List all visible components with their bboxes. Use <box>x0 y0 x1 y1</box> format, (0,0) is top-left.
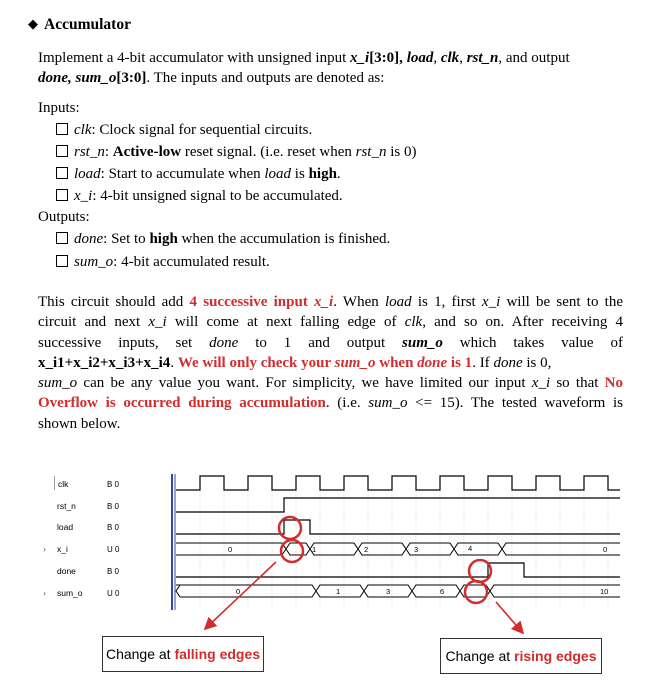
signal-name: done <box>57 566 76 576</box>
signal-radix: B 0 <box>107 567 120 576</box>
inputs-label: Inputs: <box>38 100 80 116</box>
description-paragraph: This circuit should add 4 successive input x_i. When load is 1, first x_i will be sent to the circuit and next x_i will come at next falling edge of clk, and so on. After receiving 4 successive inputs, set done to 1 and output sum_o which takes value of x_i1+x_i2+x_i3+x_i4. We will only check your sum_o when done is 1. If done is 0, sum_o can be any value you want. For simplicity, we have limited our input x_i so that No Overflow is occurred during accumulation. (i.e. sum_o <= 15). The tested waveform is shown below. <box>38 294 624 432</box>
signal-name: x_i <box>57 544 68 554</box>
list-item-sum-o: sum_o: 4-bit accumulated result. <box>56 254 270 271</box>
signal-radix: B 0 <box>107 480 120 489</box>
sum-o-value: 3 <box>386 587 391 596</box>
sum-o-value: 0 <box>236 587 241 596</box>
signal-name: rst_n <box>57 501 76 511</box>
list-item-clk: clk: Clock signal for sequential circuits. <box>56 122 312 139</box>
x-i-value: 2 <box>364 545 369 554</box>
signal-radix: B 0 <box>107 502 120 511</box>
x-i-value: 1 <box>312 545 317 554</box>
outputs-label: Outputs: <box>38 209 90 225</box>
callout-falling-edges: Change at falling edges <box>102 636 264 672</box>
list-item-x-i: x_i: 4-bit unsigned signal to be accumulated. <box>56 188 343 205</box>
sum-o-value: 10 <box>600 587 609 596</box>
signal-radix: U 0 <box>107 589 120 598</box>
list-item-load: load: Start to accumulate when load is high. <box>56 166 341 183</box>
signal-name: sum_o <box>57 588 83 598</box>
x-i-value: 0 <box>603 545 608 554</box>
arrow-to-right-callout <box>496 602 522 632</box>
callout-rising-edges: Change at rising edges <box>440 638 602 674</box>
signal-name: load <box>57 522 74 532</box>
sum-o-value: 6 <box>440 587 445 596</box>
list-item-rst-n: rst_n: Active-low reset signal. (i.e. reset when rst_n is 0) <box>56 144 416 161</box>
expand-chevron-icon[interactable]: › <box>43 588 46 598</box>
intro-paragraph: Implement a 4-bit accumulator with unsigned input x_i[3:0], load, clk, rst_n, and output done, sum_o[3:0]. The inputs and outputs are denoted as: <box>38 50 570 86</box>
x-i-value: 0 <box>228 545 233 554</box>
x-i-value: 3 <box>414 545 419 554</box>
list-item-done: done: Set to high when the accumulation is finished. <box>56 231 390 248</box>
arrow-to-left-callout <box>206 562 276 628</box>
signal-radix: B 0 <box>107 523 120 532</box>
diamond-bullet-icon: ◆ <box>28 16 38 31</box>
x-i-value: 4 <box>468 544 473 553</box>
expand-chevron-icon[interactable]: › <box>43 544 46 554</box>
sum-o-value: 1 <box>336 587 341 596</box>
signal-radix: U 0 <box>107 545 120 554</box>
signal-name: clk <box>58 479 69 489</box>
heading-text: Accumulator <box>44 16 131 33</box>
